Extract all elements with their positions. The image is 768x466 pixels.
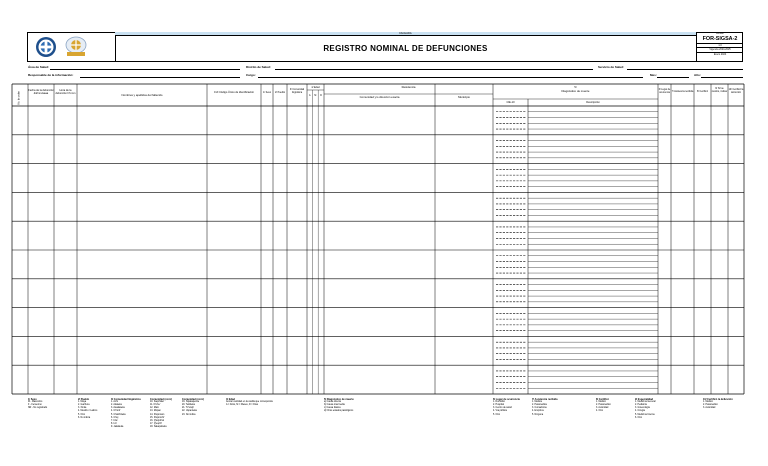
legend-item: 20. Tektiteka	[182, 404, 195, 407]
legend-item: c) Causa básica	[324, 407, 341, 410]
legend-item: 1. Achi	[111, 401, 118, 404]
legend-item: 6. Chuj	[111, 416, 119, 419]
col-medico: 9/ Si fue médico, indicar	[711, 88, 728, 94]
col-diagnostico: Diagnóstico de muerte	[561, 89, 590, 93]
legend-group	[532, 398, 557, 417]
legend-item: a) Causa directa	[324, 401, 341, 404]
legend-item: 9. Jakalteka	[111, 425, 124, 428]
legend-item: 11. K'iche'	[150, 404, 161, 407]
header-top-label: FACHADA	[399, 32, 412, 35]
col-pueblo: 2/ Pueblo	[274, 91, 286, 94]
legend-item: 3. Autoridad	[703, 407, 716, 410]
legend-item: 5. Ninguna	[532, 413, 544, 416]
legend-item: 1. Médico	[703, 401, 713, 404]
cargo-label: Cargo:	[246, 73, 256, 77]
col-comunidad: 3/ Comunidad lingüística	[289, 89, 305, 95]
legend-item: 1. Médico	[596, 401, 606, 404]
legend-item: 1. Médica	[532, 401, 542, 404]
col-hora: Hora de la defunción hh:mm	[55, 89, 76, 96]
legend-group	[324, 398, 354, 414]
legend-title: 5/ Diagnóstico de muerte	[324, 398, 354, 401]
legend-group	[493, 398, 520, 417]
legend-title: Comunidad (cont.)	[150, 398, 173, 401]
col-certifico: 8/ Certificó	[697, 91, 708, 93]
legend-item: 1. Maya	[78, 401, 87, 404]
legend-title: 7/ Asistencia recibida	[532, 398, 558, 401]
legend-item: 4. Empírica	[532, 410, 544, 413]
form-code: FOR-SIGSA-2	[702, 35, 738, 42]
legend-item: 2. Akateka	[111, 404, 122, 407]
legend-item: 2. Garífuna	[78, 404, 90, 407]
legend-item: NR - No registrado	[28, 407, 48, 410]
legend-item: 2. Hospital	[493, 404, 504, 407]
legend-title: Comunidad (cont.)	[182, 398, 205, 401]
legend-title: 9/ Especialidad	[635, 398, 654, 401]
legend-group	[78, 398, 97, 420]
legend-title: 2/ Pueblo	[78, 398, 90, 401]
legend-title: 6/ Lugar de ocurrencia	[493, 398, 520, 401]
col-comunidad-dir: Comunidad y/o dirección exacta	[359, 95, 400, 99]
col-lugar: 6/ Lugar de ocurrencia	[658, 89, 671, 95]
legend-item: 3. Xinka	[78, 407, 87, 410]
legend-item: 13. Mopan	[150, 410, 161, 413]
legend-title: 8/ Certificó	[596, 398, 609, 401]
legend-item: M - Masculino	[28, 401, 43, 404]
form-meta-row: 1.0	[697, 43, 743, 47]
legend-group	[150, 398, 172, 429]
legend-item: A = Años, M = Meses, D = Días	[226, 404, 258, 407]
legend-item: 4. Ch'orti'	[111, 410, 121, 413]
legend-item: 4. Otro	[596, 410, 604, 413]
legend-item: 18. Sakapulteka	[150, 425, 167, 428]
legend-item: d) Otros estados patológicos	[324, 410, 354, 413]
col-sexo: 1/ Sexo	[262, 91, 272, 94]
col-descripcion: Descripción	[586, 101, 600, 104]
legend-group	[111, 398, 141, 429]
legend-item: 4. Vía pública	[493, 410, 507, 413]
legend-item: 2. Paramédico	[703, 404, 718, 407]
col-asistencia: 7/ Asistencia recibida	[671, 91, 694, 93]
legend-group	[596, 398, 611, 414]
col-nombres: Nombres y apellidos del fallecido	[121, 93, 163, 97]
legend-title: 3/ Comunidad lingüística	[111, 398, 141, 401]
col-edad-d: D	[320, 95, 322, 97]
legend-item: 3. Ginecología	[635, 407, 650, 410]
legend-item: 12. Mam	[150, 407, 159, 410]
legend-item: F - Femenino	[28, 404, 42, 407]
legend-group	[635, 398, 656, 420]
form-meta-top: Versión	[716, 32, 724, 35]
legend-group	[182, 398, 204, 417]
legend-item: 14. Poqomam	[150, 413, 165, 416]
servicio-label: Servicio de Salud:	[598, 65, 625, 69]
legend-item: 2. Paramédica	[532, 404, 547, 407]
col-fecha: Fecha de la defunción dd/mm/aaaa	[28, 89, 54, 96]
legend-item: 5. Otro	[493, 413, 501, 416]
legend-item: 5. Otro	[78, 413, 86, 416]
legend-item: 8. Ixil	[111, 422, 117, 425]
legend-item: 4. Cirugía	[635, 410, 645, 413]
col-no-orden: No. de orden	[18, 91, 21, 105]
col-municipio: Municipio	[458, 95, 470, 99]
legend-item: 3. Autoridad	[596, 407, 609, 410]
page-title: REGISTRO NOMINAL DE DEFUNCIONES	[323, 44, 488, 53]
legend-item: 22. Uspanteka	[182, 410, 197, 413]
area-label: Área de Salud:	[28, 65, 50, 69]
legend-item: 17. Q'eqchi'	[150, 422, 162, 425]
legend-group	[226, 398, 273, 407]
anio-label: Año:	[694, 73, 701, 77]
legend-title: 10/ Certificó la defunción	[703, 398, 733, 401]
legend-item: 4. Mestizo / Ladino	[78, 410, 98, 413]
col-cert-def: 10/ Certificó la defunción	[728, 89, 744, 95]
legend-item: 23. No indica	[182, 413, 196, 416]
legend-title: 4/ Edad	[226, 398, 235, 401]
legend-item: 1. Medicina General	[635, 401, 656, 404]
legend-item: 6. No indica	[78, 416, 91, 419]
legend-item: 6. Otro	[635, 416, 643, 419]
legend-item: b) Causa intermedia	[324, 404, 345, 407]
legend-item: 2. Paramédico	[596, 404, 611, 407]
col-diag-num: 5/	[574, 86, 577, 89]
legend-item: 16. Q'anjob'al	[150, 419, 164, 422]
legend-item: 3. Comadrona	[532, 407, 547, 410]
legend-item: 3. Awakateka	[111, 407, 125, 410]
col-residencia: Residencia	[401, 85, 416, 89]
legend-item: 5. Medicina Interna	[635, 413, 655, 416]
col-edad: 4/ Edad	[311, 86, 320, 89]
legend-group	[28, 398, 47, 410]
legend-item: 5. Chalchiteka	[111, 413, 126, 416]
legend-title: 1/ Sexo	[28, 398, 37, 401]
form-meta-row: Enero 2024	[697, 52, 743, 56]
legend-group	[703, 398, 733, 410]
legend-item: 10. Kaqchikel	[150, 401, 164, 404]
legend-item: Anotar cantidad en la casilla que corresponda	[226, 401, 273, 404]
legend-item: 21. Tz'utujil	[182, 407, 194, 410]
col-cie10: CIE-10	[506, 101, 515, 104]
form-meta-row: Vigencia 2024-2025	[697, 47, 743, 51]
responsable-label: Responsable de la información:	[28, 73, 74, 77]
col-edad-a: A	[309, 95, 311, 97]
legend-item: 2. Pediatría	[635, 404, 647, 407]
legend-item: 15. Poqomchi'	[150, 416, 165, 419]
col-edad-m: M	[314, 95, 317, 97]
legend-item: 7. Itza'	[111, 419, 118, 422]
mes-label: Mes:	[650, 73, 657, 77]
legend-item: 1. Domicilio	[493, 401, 505, 404]
legend-item: 19. Sipakapense	[182, 401, 200, 404]
col-cui: CUI Código Único de Identificación	[213, 91, 255, 94]
legend-item: 3. Centro de salud	[493, 407, 512, 410]
distrito-label: Distrito de Salud:	[246, 65, 271, 69]
